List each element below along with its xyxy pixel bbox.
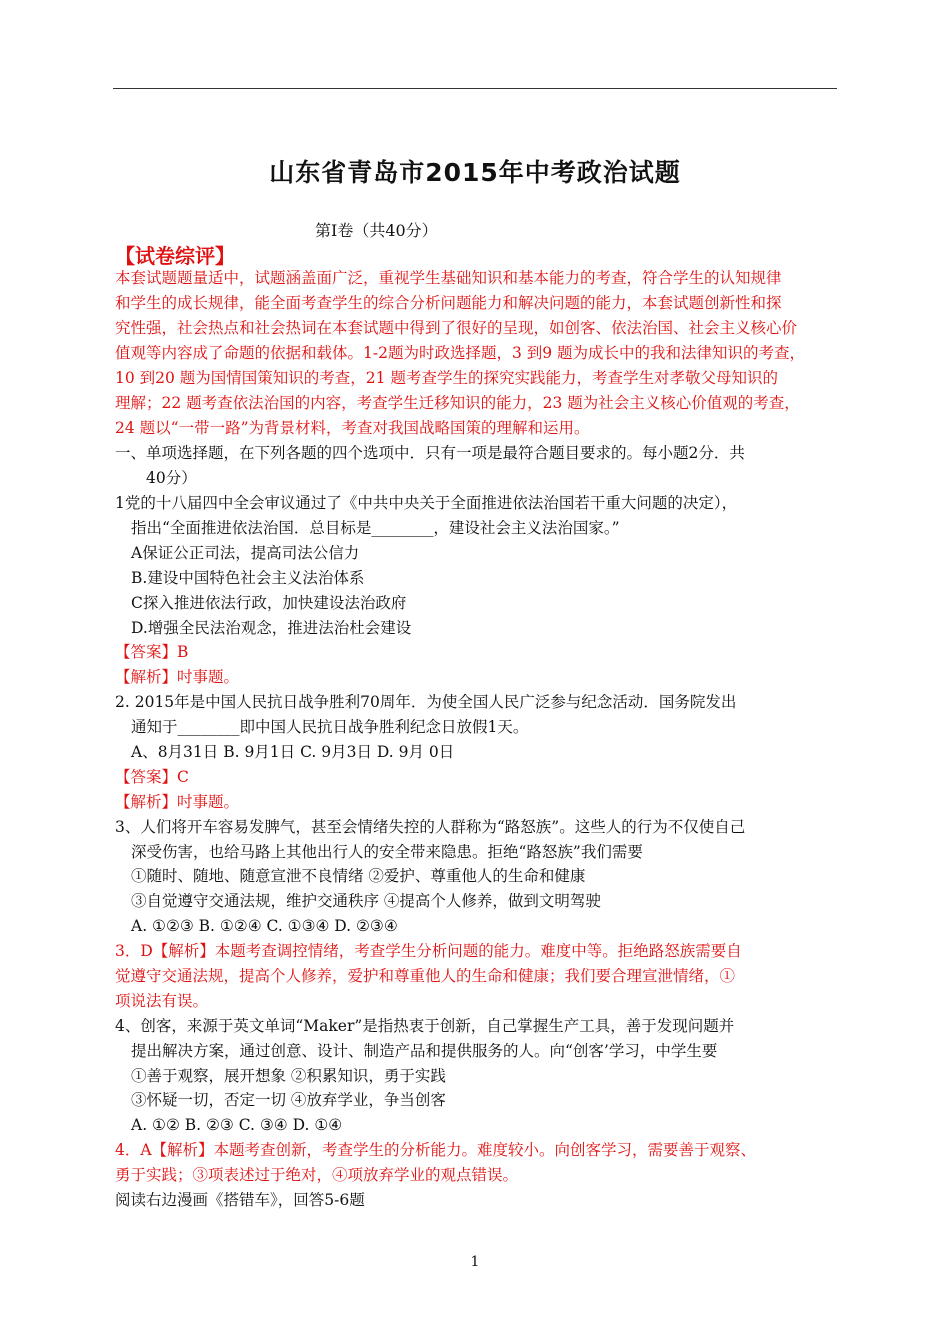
section-heading-cont: 40分） [146, 469, 197, 487]
q1-option-c: C探入推进依法行政，加快建设法治政府 [131, 594, 407, 612]
review-line: 24 题以“一带一路”为背景材料，考查对我国战略国策的理解和运用。 [115, 419, 590, 437]
q3-options: A. ①②③ B. ①②④ C. ①③④ D. ②③④ [131, 917, 398, 935]
read-prompt: 阅读右边漫画《搭错车》，回答5-6题 [115, 1191, 365, 1209]
header-rule [113, 88, 837, 89]
page-title: 山东省青岛市2015年中考政治试题 [269, 158, 681, 187]
q3-items: ③自觉遵守交通法规，维护交通秩序 ④提高个人修养，做到文明驾驶 [131, 892, 601, 910]
review-line: 10 到20 题为国情国策知识的考查，21 题考查学生的探究实践能力，考查学生对孝敬父母知识的 [115, 369, 778, 387]
q1-answer: 【答案】B [115, 643, 189, 661]
q3-items: ①随时、随地、随意宣泄不良情绪 ②爱护、尊重他人的生命和健康 [131, 867, 586, 885]
review-heading: 【试卷综评】 [115, 244, 235, 268]
review-line: 值观等内容成了命题的依据和载体。1-2题为时政选择题，3 到9 题为成长中的我和法律知识的考查， [115, 344, 806, 362]
q2-analysis: 【解析】吋事题。 [115, 793, 240, 811]
q4-answer: 4．A【解析】本题考查创新，考查学生的分析能力。难度较小。向创客学习，需要善于观察、 [115, 1141, 757, 1159]
q4-options: A. ①② B. ②③ C. ③④ D. ①④ [131, 1116, 343, 1134]
review-line: 究性强，社会热点和社会热词在本套试题中得到了很好的呈现，如创客、依法治国、社会主义核心价 [115, 319, 798, 337]
q1-analysis: 【解析】吋事题。 [115, 668, 240, 686]
q1-option-d: D.增强全民法治观念，推进法治杜会建设 [131, 619, 412, 637]
q4-items: ③怀疑一切，否定一切 ④放弃学业，争当创客 [131, 1091, 446, 1109]
q3-answer: 觉遵守交通法规，提高个人修养，爱护和尊重他人的生命和健康；我们要合理宣泄情绪，① [115, 967, 736, 985]
q4-items: ①善于观察，展开想象 ②积累知识，勇于实践 [131, 1067, 446, 1085]
q3-stem-cont: 深受伤害，也给马路上其他出行人的安全带来隐患。拒绝“路怒族”我们需要 [131, 843, 643, 861]
q1-option-a: A保证公正司法，提高司法公信力 [131, 544, 360, 562]
q4-stem-cont: 提出解决方案，通过创意、设计、制造产品和提供服务的人。向“创客’学习，中学生要 [131, 1042, 718, 1060]
q2-stem: 2. 2015年是中国人民抗日战争胜利70周年．为使全国人民广泛参与纪念活动．国务院发出 [115, 693, 737, 711]
review-line: 理解；22 题考查依法治国的内容，考查学生迁移知识的能力，23 题为社会主义核心价值观的考查， [115, 394, 800, 412]
volume-label: 第I卷（共40分） [315, 221, 438, 240]
q2-answer: 【答案】C [115, 768, 189, 786]
q1-stem: 1党的十八届四中全会审议通过了《中共中央关于全面推进依法治国若干重大问题的决定）， [115, 494, 738, 512]
q4-stem: 4、创客，来源于英文单词“Maker”是指热衷于创新，自己掌握生产工具，善于发现问题并 [115, 1017, 735, 1035]
q2-options: A、8月31日 B. 9月1日 C. 9月3日 D. 9月 0日 [131, 743, 455, 761]
q3-answer: 项说法有误。 [115, 992, 209, 1010]
q3-answer: 3．D【解析】本题考查调控情绪，考查学生分析问题的能力。难度中等。拒绝路怒族需要自 [115, 942, 742, 960]
q1-stem-cont: 指出“全面推进依法治国．总目标是________，建设社会主义法治国家。” [131, 519, 620, 537]
page-number: 1 [470, 1254, 480, 1270]
review-line: 和学生的成长规律，能全面考查学生的综合分析问题能力和解决问题的能力，本套试题创新性和探 [115, 294, 782, 312]
q1-option-b: B.建设中国特色社会主义法治体系 [131, 569, 365, 587]
q2-stem-cont: 通知于________即中国人民抗日战争胜利纪念日放假1天。 [131, 718, 529, 736]
q4-answer: 勇于实践；③项表述过于绝对，④项放弃学业的观点错误。 [115, 1166, 519, 1184]
review-line: 本套试题题量适中，试题涵盖面广泛，重视学生基础知识和基本能力的考查，符合学生的认知规律 [115, 269, 782, 287]
q3-stem: 3、人们将开车容易发脾气，甚至会情绪失控的人群称为“路怒族”。这些人的行为不仅使自己 [115, 818, 746, 836]
section-heading: 一、单项选择题，在下列各题的四个选项中．只有一项是最符合题目要求的。每小题2分．共 [115, 444, 745, 462]
